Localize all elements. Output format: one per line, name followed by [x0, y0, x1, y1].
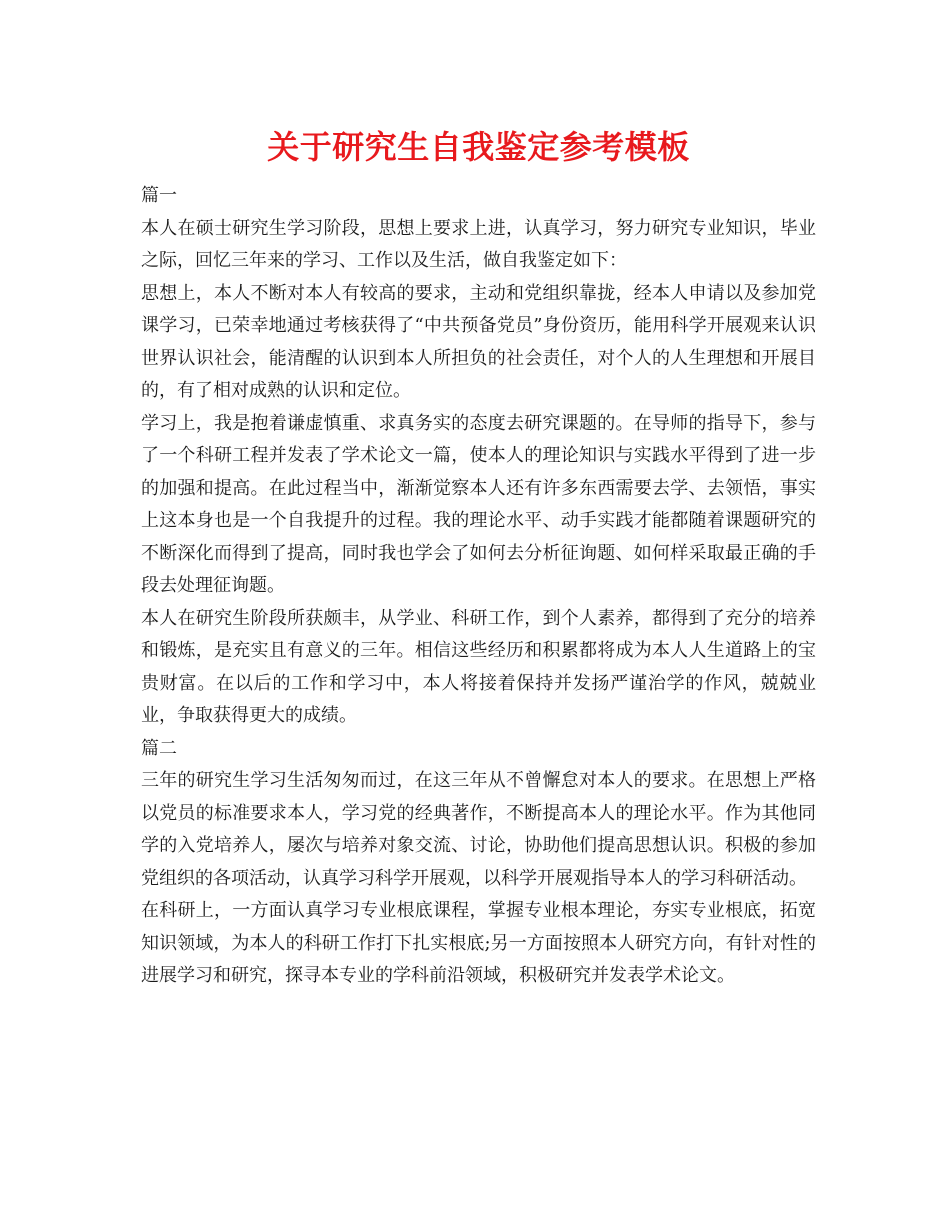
paragraph: 三年的研究生学习生活匆匆而过，在这三年从不曾懈怠对本人的要求。在思想上严格以党员的标准要求本人，学习党的经典著作，不断提高本人的理论水平。作为其他同学的入党培养人，屡次与培养对象交流、讨论，协助他们提高思想认识。积极的参加党组织的各项活动，认真学习科学开展观，以科学开展观指导本人的学习科研活动。: [141, 770, 816, 889]
document-body: [141, 180, 816, 993]
section-1: [141, 180, 816, 733]
paragraph: 学习上，我是抱着谦虚慎重、求真务实的态度去研究课题的。在导师的指导下，参与了一个科研工程并发表了学术论文一篇，使本人的理论知识与实践水平得到了进一步的加强和提高。在此过程当中，渐渐觉察本人还有许多东西需要去学、去领悟，事实上这本身也是一个自我提升的过程。我的理论水平、动手实践才能都随着课题研究的不断深化而得到了提高，同时我也学会了如何去分析征询题、如何样采取最正确的手段去处理征询题。: [141, 412, 816, 596]
document-title: 关于研究生自我鉴定参考模板: [267, 128, 690, 166]
paragraph: 本人在硕士研究生学习阶段，思想上要求上进，认真学习，努力研究专业知识，毕业之际，回忆三年来的学习、工作以及生活，做自我鉴定如下：: [141, 217, 816, 271]
paragraph: 本人在研究生阶段所获颇丰，从学业、科研工作，到个人素养，都得到了充分的培养和锻炼，是充实且有意义的三年。相信这些经历和积累都将成为本人人生道路上的宝贵财富。在以后的工作和学习中，本人将接着保持并发扬严谨治学的作风，兢兢业业，争取获得更大的成绩。: [141, 607, 816, 726]
section-label: 篇二: [141, 737, 177, 759]
section-2: [141, 733, 816, 993]
section-label: 篇一: [141, 185, 177, 206]
paragraph: 在科研上，一方面认真学习专业根底课程，掌握专业根本理论，夯实专业根底，拓宽知识领域，为本人的科研工作打下扎实根底;另一方面按照本人研究方向，有针对性的进展学习和研究，探寻本专业的学科前沿领域，积极研究并发表学术论文。: [141, 900, 816, 986]
paragraph: 思想上，本人不断对本人有较高的要求，主动和党组织靠拢，经本人申请以及参加党课学习，已荣幸地通过考核获得了“中共预备党员”身份资历，能用科学开展观来认识世界认识社会，能清醒的认识到本人所担负的社会责任，对个人的人生理想和开展目的，有了相对成熟的认识和定位。: [141, 282, 816, 401]
